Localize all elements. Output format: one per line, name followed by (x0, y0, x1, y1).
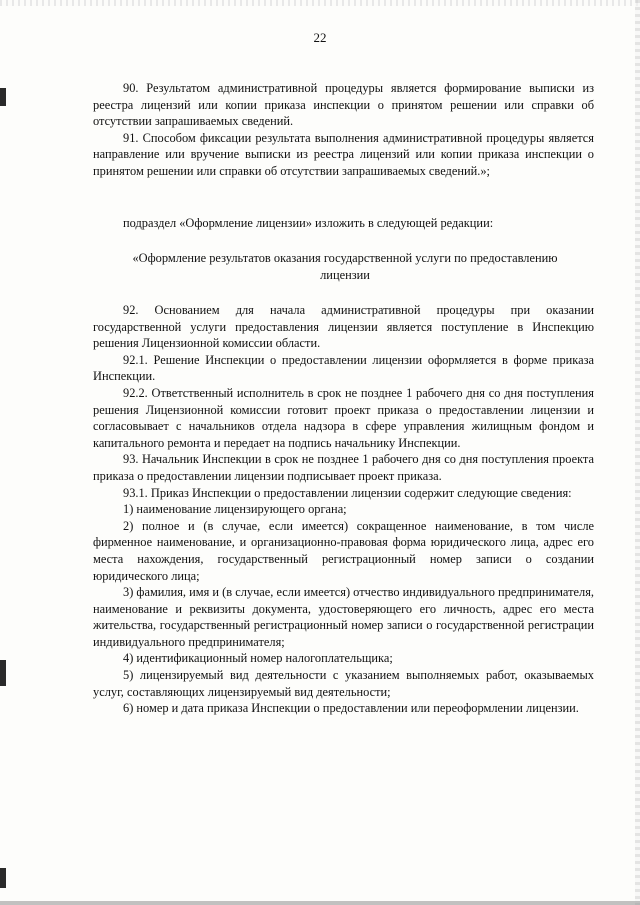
paragraph-90: 90. Результатом административной процедуры является формирование выписки из реестра лицензий или копии приказа инспекции о принятом решении или справки об отсутствии запрашиваемых сведений. (93, 81, 594, 129)
paragraph-91: 91. Способом фиксации результата выполнения административной процедуры является направление или вручение выписки из реестра лицензий или копии приказа инспекции о принятом решении или справки об отсутствии запрашиваемых сведений.»; (93, 130, 594, 178)
list-item-3: 3) фамилия, имя и (в случае, если имеется) отчество индивидуального предпринимателя, наименование и реквизиты документа, удостоверяющего его личность, адрес его места жительства, государственный регистрационный номер записи о государственной регистрации индивидуального предпринимателя; (93, 585, 595, 649)
paragraph-92-1: 92.1. Решение Инспекции о предоставлении лицензии оформляется в форме приказа Инспекции. (93, 352, 594, 384)
binding-mark (0, 88, 6, 106)
paragraph-93-1: 93.1. Приказ Инспекции о предоставлении лицензии содержит следующие сведения: (123, 485, 572, 500)
section-heading: «Оформление результатов оказания государственной услуги по предоставлению лицензии (132, 251, 558, 282)
list-item-6: 6) номер и дата приказа Инспекции о предоставлении или переоформлении лицензии. (123, 701, 579, 716)
paragraph-93: 93. Начальник Инспекции в срок не позднее 1 рабочего дня со дня поступления проекта приказа о предоставлении лицензии подписывает проект приказа. (93, 452, 594, 483)
list-item-2: 2) полное и (в случае, если имеется) сокращенное наименование, в том числе фирменное наименование, и организационно-правовая форма юридического лица, адрес его места нахождения, государственный регистрационный номер записи о создании юридического лица; (93, 518, 594, 583)
scan-artifact-right-edge (635, 0, 640, 905)
paragraph-group-90-91 (93, 80, 594, 180)
binding-mark (0, 868, 6, 888)
subsection-intro-block (93, 215, 594, 232)
list-item-4: 4) идентификационный номер налогоплательщика; (123, 651, 393, 666)
scan-artifact-top (0, 0, 640, 6)
paragraph-92: 92. Основанием для начала административной процедуры при оказании государственной услуги предоставления лицензии является поступление в Инспекцию решения Лицензионной комиссии области. (93, 303, 594, 351)
paragraph-group-92-93 (93, 302, 594, 717)
scan-artifact-bottom (0, 901, 640, 905)
subsection-intro: подраздел «Оформление лицензии» изложить в следующей редакции: (123, 216, 494, 230)
page-number: 22 (313, 30, 327, 45)
list-item-1: 1) наименование лицензирующего органа; (123, 502, 347, 517)
list-item-5: 5) лицензируемый вид деятельности с указанием выполняемых работ, оказываемых услуг, составляющих лицензируемый вид деятельности; (93, 668, 594, 699)
paragraph-92-2: 92.2. Ответственный исполнитель в срок не позднее 1 рабочего дня со дня поступления решения Лицензионной комиссии готовит проект приказа о предоставлении лицензии и согласовывает с начальников отдела надзора в сфере управления жилищным фондом и капитального ремонта и передает на подпись начальнику Инспекции. (93, 385, 594, 450)
binding-mark (0, 660, 6, 686)
